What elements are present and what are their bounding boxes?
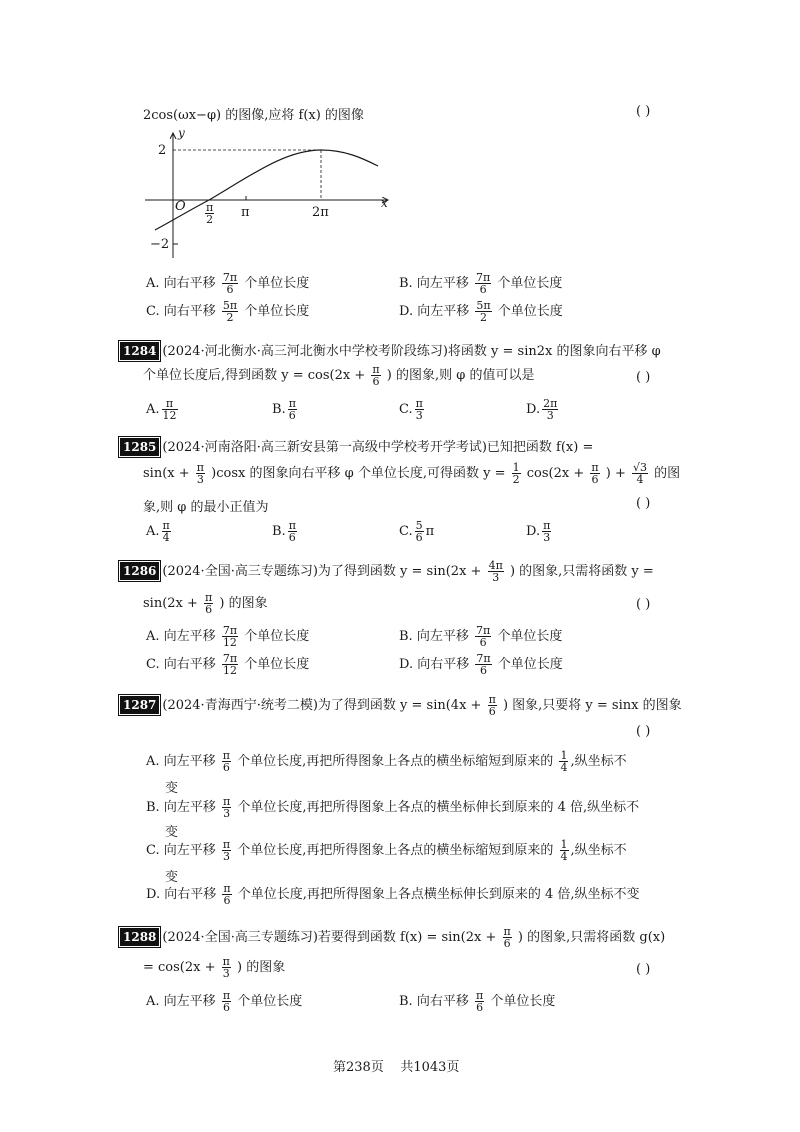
- q1284-line2: 个单位长度后,得到函数 y = cos(2x + $\frac{\pi}{6}$ ) 的图象,则 φ 的值可以是: [143, 363, 535, 388]
- q1284-answer-paren: ( ): [636, 370, 651, 385]
- q1285-line3: 象,则 φ 的最小正值为: [143, 500, 269, 515]
- page-total: 共1043页: [400, 1060, 460, 1075]
- graph-tick-pi: π: [241, 205, 250, 220]
- question-number: 1285: [120, 438, 159, 456]
- q1287-option-d[interactable]: D. 向右平移 $\frac{\pi}{6}$ 个单位长度,再把所得图象上各点横坐标伸长到原来的 4 倍,纵坐标不变: [146, 882, 640, 907]
- q1287-answer-paren: ( ): [636, 724, 651, 739]
- q1286-option-a[interactable]: A. 向左平移 $\frac{7\pi}{12}$ 个单位长度: [146, 624, 310, 649]
- q1285-option-b[interactable]: B. $\frac{\pi}{6}$: [272, 519, 296, 544]
- question-number: 1288: [120, 928, 159, 946]
- graph-x-label: x: [381, 196, 388, 210]
- q1284-line1: 1284 (2024·河北衡水·高三河北衡水中学校考阶段练习)将函数 y = sin2x 的图象向右平移 φ: [120, 340, 661, 360]
- q1283-graph: [140, 128, 400, 263]
- graph-tick-pi2: $\frac{\pi}{2}$: [206, 201, 214, 226]
- q1283-option-a[interactable]: A. 向右平移 $\frac{7\pi}{6}$ 个单位长度: [146, 271, 310, 296]
- graph-origin: O: [175, 199, 186, 214]
- q1284-option-d[interactable]: D. $\frac{2\pi}{3}$: [526, 397, 558, 422]
- graph-tick-2: 2: [158, 143, 167, 158]
- q1283-option-b[interactable]: B. 向左平移 $\frac{7\pi}{6}$ 个单位长度: [399, 271, 563, 296]
- q1287-option-a-cont: 变: [165, 781, 179, 796]
- graph-tick-neg2: −2: [150, 237, 170, 252]
- q1283-option-d[interactable]: D. 向左平移 $\frac{5\pi}{2}$ 个单位长度: [399, 299, 563, 324]
- page-number: 第238页: [333, 1060, 384, 1075]
- q1285-line2: sin(x + $\frac{\pi}{3}$ )cosx 的图象向右平移 φ 个单位长度,可得函数 y = $\frac{1}{2}$ cos(2x + $\frac{\pi}{6}$ ) + $\frac{√3}{4}$ 的图: [143, 461, 681, 486]
- question-number: 1284: [120, 342, 159, 360]
- q1285-line1: 1285 (2024·河南洛阳·高三新安县第一高级中学校考开学考试)已知把函数 f(x) =: [120, 436, 593, 456]
- q1287-option-b[interactable]: B. 向左平移 $\frac{\pi}{3}$ 个单位长度,再把所得图象上各点的横坐标伸长到原来的 4 倍,纵坐标不: [146, 795, 640, 820]
- q1284-option-c[interactable]: C. $\frac{\pi}{3}$: [399, 397, 423, 422]
- q1286-line1: 1286 (2024·全国·高三专题练习)为了得到函数 y = sin(2x + $\frac{4\pi}{3}$ ) 的图象,只需将函数 y =: [120, 560, 654, 583]
- q1286-line2: sin(2x + $\frac{\pi}{6}$ ) 的图象: [143, 591, 268, 616]
- page-footer: [333, 1056, 459, 1075]
- q1283-stem: 2cos(ωx−φ) 的图像,应将 f(x) 的图像: [143, 108, 364, 123]
- q1286-option-b[interactable]: B. 向左平移 $\frac{7\pi}{6}$ 个单位长度: [399, 624, 563, 649]
- q1287-option-b-cont: 变: [165, 825, 179, 840]
- q1285-answer-paren: ( ): [636, 496, 651, 511]
- graph-tick-2pi: 2π: [312, 205, 329, 220]
- q1285-option-c[interactable]: C. $\frac{5}{6}$ π: [399, 519, 435, 544]
- q1286-option-c[interactable]: C. 向右平移 $\frac{7\pi}{12}$ 个单位长度: [146, 652, 310, 677]
- question-number: 1286: [120, 562, 159, 580]
- graph-y-label: y: [178, 126, 185, 140]
- q1288-line2: = cos(2x + $\frac{\pi}{3}$ ) 的图象: [143, 955, 286, 980]
- q1285-option-d[interactable]: D. $\frac{\pi}{3}$: [526, 519, 551, 544]
- q1287-option-c[interactable]: C. 向左平移 $\frac{\pi}{3}$ 个单位长度,再把所得图象上各点的横坐标缩短到原来的 $\frac{1}{4}$ ,纵坐标不: [146, 838, 627, 863]
- q1286-answer-paren: ( ): [636, 597, 651, 612]
- q1284-option-a[interactable]: A. $\frac{\pi}{12}$: [146, 397, 177, 422]
- q1288-answer-paren: ( ): [636, 962, 651, 977]
- q1285-option-a[interactable]: A. $\frac{\pi}{4}$: [146, 519, 170, 544]
- question-number: 1287: [120, 696, 159, 714]
- q1288-line1: 1288 (2024·全国·高三专题练习)若要得到函数 f(x) = sin(2x + $\frac{\pi}{6}$ ) 的图象,只需将函数 g(x): [120, 926, 665, 949]
- q1283-answer-paren: ( ): [636, 104, 651, 119]
- q1283-option-c[interactable]: C. 向右平移 $\frac{5\pi}{2}$ 个单位长度: [146, 299, 310, 324]
- q1288-option-b[interactable]: B. 向右平移 $\frac{\pi}{6}$ 个单位长度: [399, 989, 556, 1014]
- q1287-option-c-cont: 变: [165, 870, 179, 885]
- q1287-line1: 1287 (2024·青海西宁·统考二模)为了得到函数 y = sin(4x + $\frac{\pi}{6}$ ) 图象,只要将 y = sinx 的图象: [120, 694, 682, 717]
- q1288-option-a[interactable]: A. 向左平移 $\frac{\pi}{6}$ 个单位长度: [146, 989, 303, 1014]
- q1287-option-a[interactable]: A. 向左平移 $\frac{\pi}{6}$ 个单位长度,再把所得图象上各点的横坐标缩短到原来的 $\frac{1}{4}$ ,纵坐标不: [146, 749, 627, 774]
- cosine-curve: [155, 150, 378, 230]
- q1286-option-d[interactable]: D. 向右平移 $\frac{7\pi}{6}$ 个单位长度: [399, 652, 563, 677]
- q1284-option-b[interactable]: B. $\frac{\pi}{6}$: [272, 397, 296, 422]
